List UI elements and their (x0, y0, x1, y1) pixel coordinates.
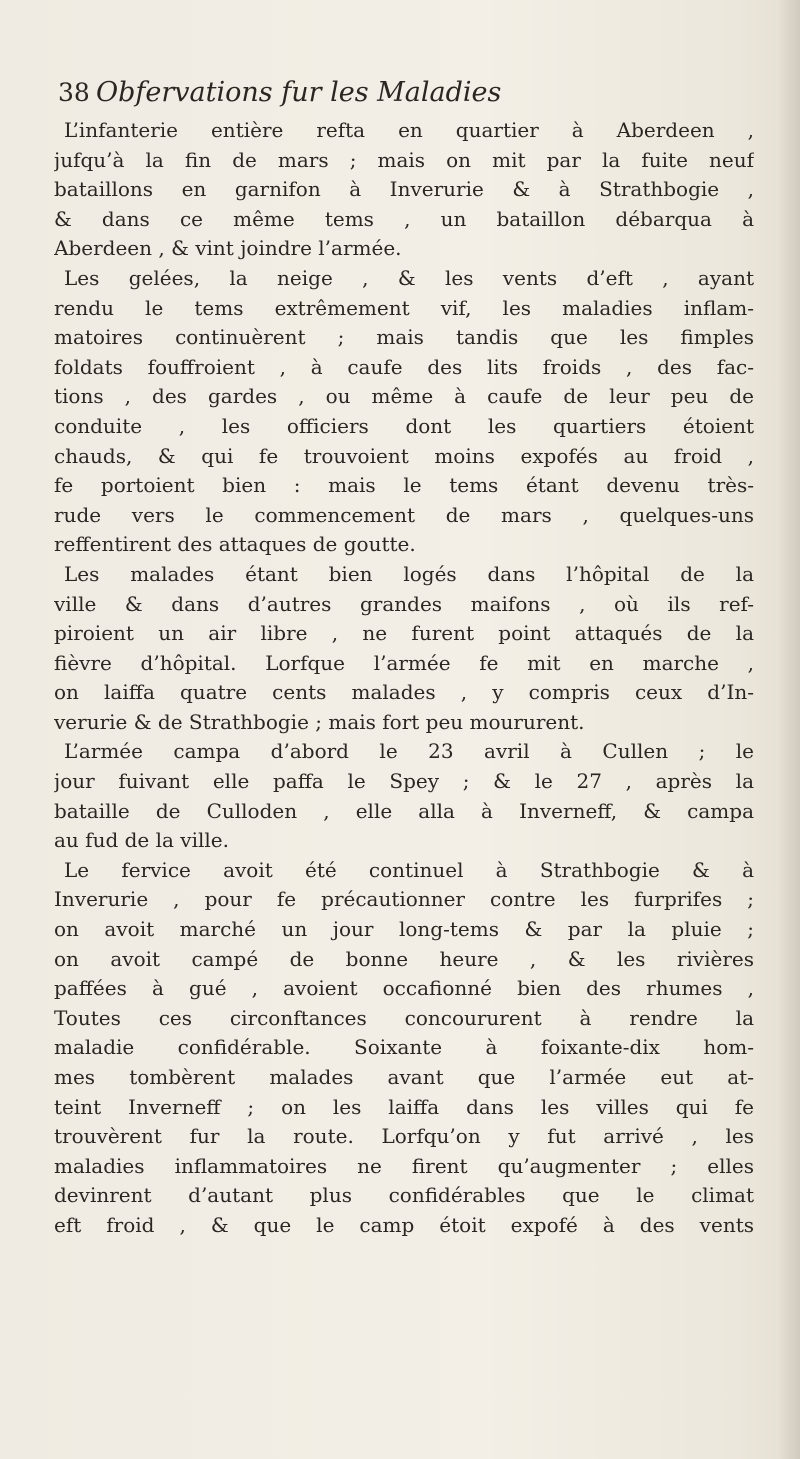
text-line: ville & dans d’autres grandes maifons , où ils ref- (54, 591, 754, 616)
text-line: Le fervice avoit été continuel à Strathbogie & à (64, 857, 754, 882)
text-line: L’armée campa d’abord le 23 avril à Cullen ; le (64, 739, 754, 764)
text-line: fe portoient bien : mais le tems étant devenu très- (54, 473, 754, 498)
text-line: piroient un air libre , ne furent point attaqués de la (54, 621, 754, 646)
text-line: verurie & de Strathbogie ; mais fort peu moururent. (54, 709, 585, 734)
text-line: devinrent d’autant plus confidérables que le climat (54, 1183, 754, 1208)
text-line: jufqu’à la fin de mars ; mais on mit par la fuite neuf (54, 147, 754, 172)
text-line: au fud de la ville. (54, 828, 229, 853)
text-line: rendu le tems extrêmement vif, les maladies inflam- (54, 295, 754, 320)
text-line: teint Inverneff ; on les laiffa dans les villes qui fe (54, 1094, 754, 1119)
text-line: on avoit marché un jour long-tems & par la pluie ; (54, 917, 754, 942)
text-line: maladies inflammatoires ne firent qu’augmenter ; elles (54, 1153, 754, 1178)
text-line: reffentirent des attaques de goutte. (54, 532, 416, 557)
text-line: fièvre d’hôpital. Lorfque l’armée fe mit en marche , (54, 650, 754, 675)
text-line: bataille de Culloden , elle alla à Inverneff, & campa (54, 798, 754, 823)
text-line: matoires continuèrent ; mais tandis que les fimples (54, 325, 754, 350)
text-line: Aberdeen , & vint joindre l’armée. (54, 236, 402, 261)
text-line: foldats fouffroient , à caufe des lits froids , des fac- (54, 354, 754, 379)
text-line: on laiffa quatre cents malades , y compris ceux d’In- (54, 680, 754, 705)
text-line: Les gelées, la neige , & les vents d’eft , ayant (64, 265, 754, 290)
text-line: rude vers le commencement de mars , quelques-uns (54, 502, 754, 527)
text-line: L’infanterie entière refta en quartier à Aberdeen , (64, 118, 754, 142)
text-line: paffées à gué , avoient occafionné bien des rhumes , (54, 976, 754, 1001)
text-line: chauds, & qui fe trouvoient moins expofés au froid , (54, 443, 754, 468)
text-line: jour fuivant elle paffa le Spey ; & le 27 , après la (54, 769, 754, 794)
text-line: eft froid , & que le camp étoit expofé à des vents (54, 1212, 754, 1237)
text-line: bataillons en garnifon à Inverurie & à Strathbogie , (54, 177, 754, 202)
page-number: 38 (58, 78, 90, 107)
text-line: on avoit campé de bonne heure , & les rivières (54, 946, 754, 971)
text-line: maladie confidérable. Soixante à foixante-dix hom- (54, 1035, 754, 1060)
text-line: Les malades étant bien logés dans l’hôpital de la (64, 561, 754, 586)
text-line: tions , des gardes , ou même à caufe de leur peu de (54, 384, 754, 409)
text-line: mes tombèrent malades avant que l’armée eut at- (54, 1065, 754, 1089)
text-line: Toutes ces circonftances concoururent à rendre la (54, 1005, 754, 1030)
text-line: trouvèrent fur la route. Lorfqu’on y fut arrivé , les (54, 1124, 754, 1149)
page-header (58, 72, 758, 114)
running-title: Obfervations fur les Maladies (96, 77, 502, 108)
text-line: & dans ce même tems , un bataillon débarqua à (54, 206, 754, 231)
text-line: Inverurie , pour fe précautionner contre les furprifes ; (54, 887, 754, 912)
page-edge-shadow (778, 0, 800, 1459)
text-line: conduite , les officiers dont les quartiers étoient (54, 413, 754, 438)
body-text (54, 116, 754, 1241)
